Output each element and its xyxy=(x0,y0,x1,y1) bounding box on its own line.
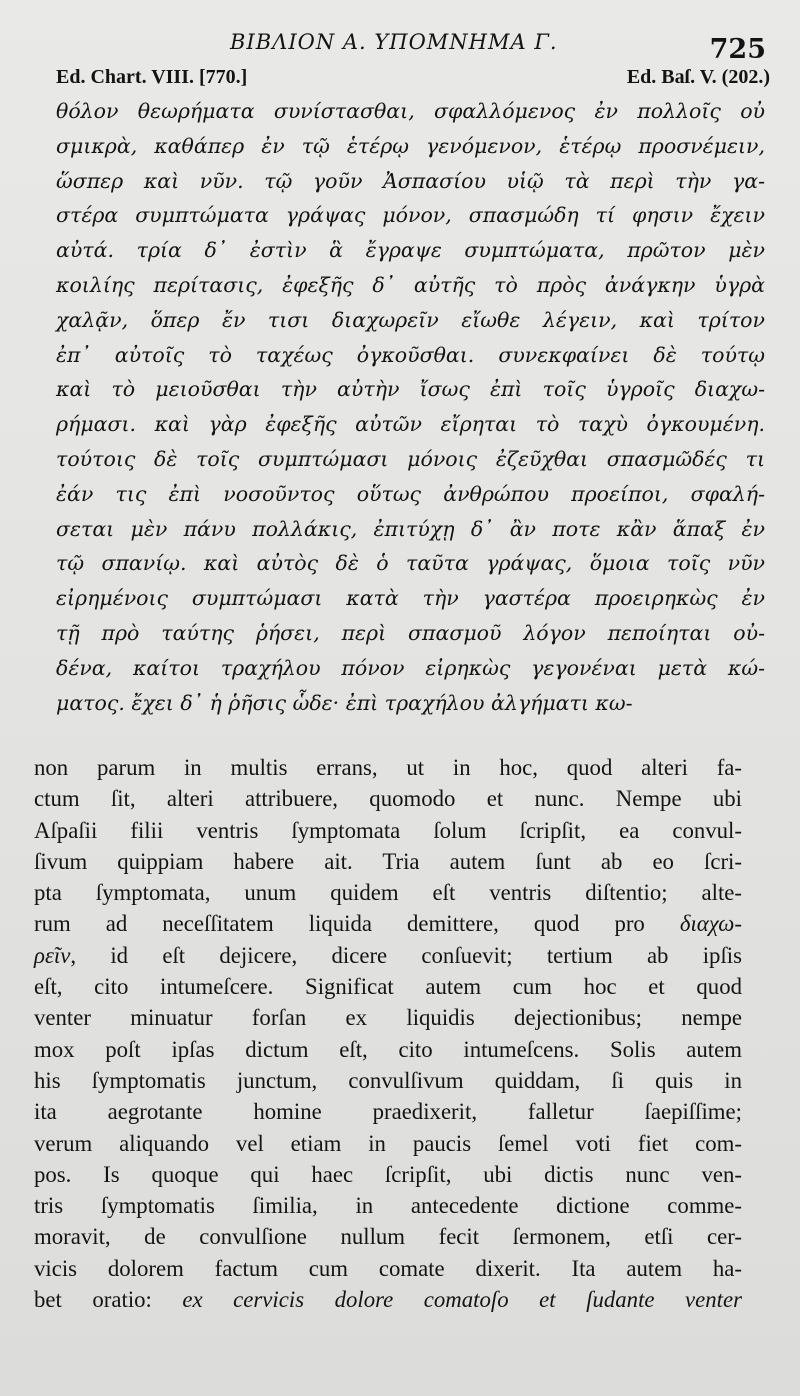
latin-text-run: mox poſt ipſas dictum eſt, cito intumeſcens. Solis autem xyxy=(34,1036,742,1062)
latin-text-run: vicis dolorem factum cum comate dixerit. Ita autem ha- xyxy=(34,1255,742,1281)
greek-text-line: τῇ πρὸ ταύτης ῥήσει, περὶ σπασμοῦ λόγον πεποίηται οὐ- xyxy=(56,620,765,645)
latin-text-line xyxy=(34,1190,742,1221)
latin-text-run: ita aegrotante homine praedixerit, falletur ſaepiſſime; xyxy=(34,1099,742,1125)
greek-text-line: σεται μὲν πάνυ πολλάκις, ἐπιτύχῃ δ᾽ ἂν ποτε κἂν ἅπαξ ἐν xyxy=(56,516,765,541)
running-title: ΒΙΒΛΙΟΝ Α. ΥΠΟΜΝΗΜΑ Γ. xyxy=(230,30,558,54)
latin-text-run: eſt, cito intumeſcere. Significat autem cum hoc et quod xyxy=(34,974,742,1000)
latin-text-run: non parum in multis errans, ut in hoc, quod alteri fa- xyxy=(34,755,742,780)
greek-text-line: κοιλίης περίτασις, ἐφεξῆς δ᾽ αὐτῆς τὸ πρὸς ἀνάγκην ὑγρὰ xyxy=(56,272,765,297)
latin-text-line xyxy=(34,940,742,971)
latin-text-line xyxy=(34,1284,742,1315)
latin-text-line xyxy=(34,752,742,783)
latin-text-run: his ſymptomatis junctum, convulſivum quiddam, ſi quis in xyxy=(34,1067,742,1093)
latin-text-run: , id eſt dejicere, dicere conſuevit; tertium ab ipſis xyxy=(70,942,742,968)
edition-reference-left: Ed. Chart. VIII. [770.] xyxy=(56,66,248,88)
latin-text-line xyxy=(34,1065,742,1096)
latin-text-run: tris ſymptomatis ſimilia, in antecedente dictione comme- xyxy=(34,1193,742,1219)
edition-reference-right: Ed. Baſ. V. (202.) xyxy=(626,66,770,88)
greek-text-line: δένα, καίτοι τραχήλου πόνον εἰρηκὼς γεγονέναι μετὰ κώ- xyxy=(56,655,765,680)
latin-text-line xyxy=(34,1002,742,1033)
greek-text-line: ρήμασι. καὶ γὰρ ἐφεξῆς αὐτῶν εἴρηται τὸ ταχὺ ὀγκουμένη. xyxy=(56,412,765,437)
greek-text-line: καὶ τὸ μειοῦσθαι τὴν αὐτὴν ἴσως ἐπὶ τοῖς ὑγροῖς διαχω- xyxy=(56,377,765,402)
latin-text-run: rum ad neceſſitatem liquida demittere, quod pro xyxy=(34,911,680,937)
latin-text-run: venter minuatur forſan ex liquidis dejectionibus; nempe xyxy=(34,1005,742,1031)
latin-text-line xyxy=(34,1096,742,1127)
latin-text-run: Aſpaſii filii ventris ſymptomata ſolum ſcripſit, ea convul- xyxy=(34,817,742,843)
latin-text-run: ctum ſit, alteri attribuere, quomodo et nunc. Nempe ubi xyxy=(34,786,742,812)
latin-text-line xyxy=(34,815,742,846)
greek-text-line: αὐτά. τρία δ᾽ ἐστὶν ἃ ἔγραψε συμπτώματα, πρῶτον μὲν xyxy=(56,238,765,263)
greek-text-line: στέρα συμπτώματα γράψας μόνον, σπασμώδη τί φησιν ἔχειν xyxy=(56,203,765,228)
greek-text-line: τούτοις δὲ τοῖς συμπτώμασι μόνοις ἐζεῦχθαι σπασμῶδές τι xyxy=(56,446,765,471)
latin-text-line xyxy=(34,846,742,877)
greek-text-line: ἐπ᾽ αὐτοῖς τὸ ταχέως ὀγκοῦσθαι. συνεκφαίνει δὲ τούτῳ xyxy=(56,342,765,367)
greek-text-line: ὥσπερ καὶ νῦν. τῷ γοῦν Ἀσπασίου υἱῷ τὰ περὶ τὴν γα- xyxy=(56,168,765,193)
italic-text-run: ex cervicis dolore comatoſo et ſudante venter xyxy=(182,1287,743,1313)
latin-text-run: pta ſymptomata, unum quidem eſt ventris diſtentio; alte- xyxy=(34,880,742,906)
latin-text-run: moravit, de convulſione nullum fecit ſermonem, etſi cer- xyxy=(34,1224,742,1250)
greek-text-line: εἰρημένοις συμπτώμασι κατὰ τὴν γαστέρα προειρηκὼς ἐν xyxy=(56,586,765,611)
greek-text-line: τῷ σπανίῳ. καὶ αὐτὸς δὲ ὁ ταῦτα γράψας, ὅμοια τοῖς νῦν xyxy=(56,551,765,576)
latin-text-run: pos. Is quoque qui haec ſcripſit, ubi dictis nunc ven- xyxy=(34,1161,742,1187)
latin-text-line xyxy=(34,1034,742,1065)
page-number: 725 xyxy=(709,34,766,65)
latin-text-run: bet oratio: xyxy=(34,1287,183,1313)
latin-text-run: verum aliquando vel etiam in paucis ſemel voti fiet com- xyxy=(34,1130,742,1156)
greek-text-line: χαλᾷν, ὅπερ ἔν τισι διαχωρεῖν εἴωθε λέγειν, καὶ τρίτον xyxy=(56,307,765,332)
greek-text-line: θόλον θεωρήματα συνίστασθαι, σφαλλόμενος ἐν πολλοῖς οὐ xyxy=(56,99,765,123)
latin-text-line xyxy=(34,971,742,1002)
greek-text-line: ἐάν τις ἐπὶ νοσοῦντος οὕτως ἀνθρώπου προείποι, σφαλή- xyxy=(56,481,765,506)
latin-text-line xyxy=(34,908,742,939)
latin-text-line xyxy=(34,877,742,908)
greek-text-line: ματος. ἔχει δ᾽ ἡ ῥῆσις ὧδε· ἐπὶ τραχήλου ἀλγήματι κω- xyxy=(56,690,633,715)
latin-text-line xyxy=(34,1128,742,1159)
latin-text-line xyxy=(34,1159,742,1190)
latin-text-line xyxy=(34,1253,742,1284)
latin-text-line xyxy=(34,783,742,814)
latin-translation-block xyxy=(34,752,742,1315)
greek-text-line: σμικρὰ, καθάπερ ἐν τῷ ἑτέρῳ γενόμενον, ἑτέρῳ προσνέμειν, xyxy=(56,133,765,158)
greek-text-block xyxy=(56,94,765,720)
latin-text-line xyxy=(34,1221,742,1252)
italic-text-run: διαχω- xyxy=(679,911,742,937)
italic-greek-term: ρεῖν xyxy=(34,942,71,968)
latin-text-run: ſivum quippiam habere ait. Tria autem ſunt ab eo ſcri- xyxy=(34,848,742,874)
